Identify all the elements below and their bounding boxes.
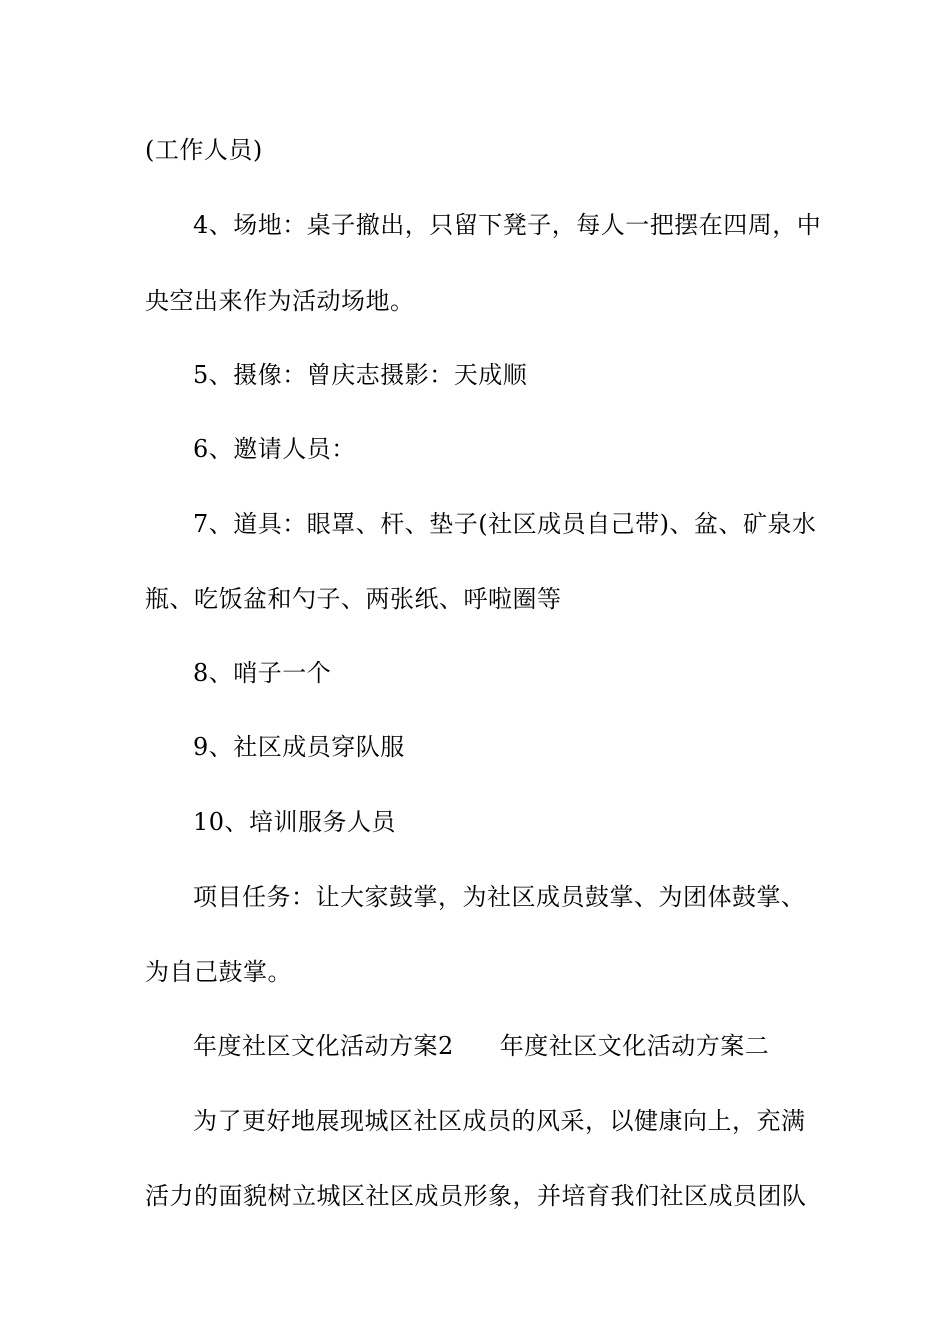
text-line: 7、道具：眼罩、杆、垫子(社区成员自己带)、盆、矿泉水: [193, 510, 817, 538]
text-line: 5、摄像：曾庆志摄影：天成顺: [193, 361, 528, 389]
text-line: 8、哨子一个: [193, 659, 332, 687]
text-line: 4、场地：桌子撤出，只留下凳子，每人一把摆在四周，中: [193, 211, 822, 239]
text-line: 央空出来作为活动场地。: [145, 287, 415, 315]
text-line: 活力的面貌树立城区社区成员形象，并培育我们社区成员团队: [145, 1182, 807, 1210]
text-line: 6、邀请人员：: [193, 435, 356, 463]
section-heading: [193, 1030, 769, 1062]
text-line: 瓶、吃饭盆和勺子、两张纸、呼啦圈等: [145, 585, 562, 613]
text-line: 为了更好地展现城区社区成员的风采，以健康向上，充满: [193, 1107, 806, 1135]
text-line: 10、培训服务人员: [193, 808, 397, 836]
text-line: 为自己鼓掌。: [145, 958, 292, 986]
heading-right: 年度社区文化活动方案二: [499, 1032, 770, 1060]
text-line: (工作人员): [145, 136, 263, 164]
heading-left: 年度社区文化活动方案2: [193, 1032, 454, 1060]
text-line: 9、社区成员穿队服: [193, 733, 405, 761]
text-line: 项目任务：让大家鼓掌，为社区成员鼓掌、为团体鼓掌、: [193, 883, 806, 911]
